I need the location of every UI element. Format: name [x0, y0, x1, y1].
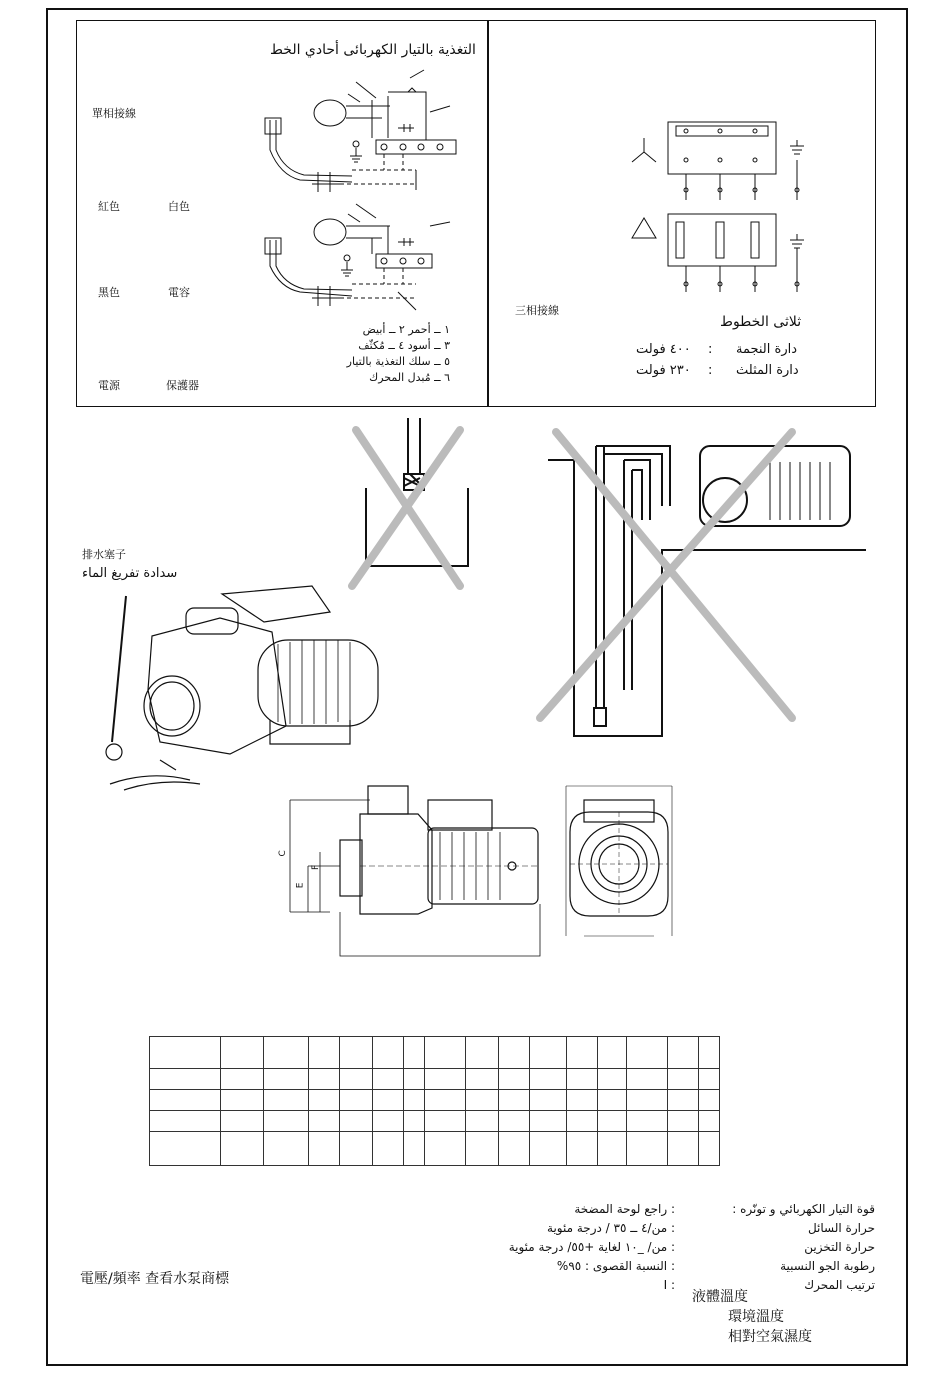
- spec-label-power: قوة التيار الكهربائي و تونّره :: [732, 1202, 875, 1216]
- legend-item: ٥ ــ سلك التغذية بالتيار: [346, 355, 450, 368]
- spec-cn-ambient-temp: 環境溫度: [728, 1309, 784, 1325]
- spec-label-liquid-temp: حرارة السائل: [807, 1221, 875, 1235]
- legend-item: ١ ــ أحمر ٢ ــ أبيض: [362, 323, 450, 336]
- spec-cn-voltage: 電壓/頻率 查看水泵商標: [80, 1271, 230, 1287]
- dim-label-e: E: [295, 882, 306, 889]
- spec-cn-liquid-temp: 液體溫度: [692, 1289, 748, 1305]
- spec-label-motor-class: ترتيب المحرك: [804, 1278, 875, 1292]
- spec-value-power: : راجع لوحة المضخة: [574, 1202, 675, 1216]
- spec-value-humidity: : النسبة القصوى : ٩٥%: [556, 1259, 675, 1273]
- dim-label-f: F: [311, 864, 322, 870]
- dim-label-c: C: [277, 850, 288, 857]
- three-phase-title-ar: ثلاثى الخطوط: [720, 314, 802, 330]
- single-phase-title-cn: 單相接線: [92, 107, 136, 120]
- delta-circuit-label: دارة المثلث: [736, 363, 799, 378]
- three-phase-title-cn: 三相接線: [515, 304, 559, 317]
- spec-values: [480, 1200, 675, 1295]
- spec-label-storage-temp: حرارة التخزين: [804, 1240, 875, 1254]
- star-circuit-label: دارة النجمة: [736, 342, 797, 357]
- spec-label-humidity: رطوبة الجو النسبية: [780, 1259, 875, 1273]
- label-red: 紅色: [98, 200, 120, 213]
- label-power: 電源: [98, 379, 120, 392]
- drain-plug-label-ar: سدادة تفريغ الماء: [82, 566, 178, 581]
- drain-plug-label-cn: 排水塞子: [82, 548, 126, 561]
- label-white: 白色: [168, 200, 190, 213]
- star-circuit-value: ٤٠٠ فولت: [636, 342, 691, 357]
- single-phase-diagram-1: [265, 70, 456, 192]
- spec-value-motor-class: : I: [663, 1278, 675, 1292]
- delta-circuit-value: ٢٣٠ فولت: [636, 363, 691, 378]
- spec-value-liquid-temp: : من/٤ ــ ٣٥ / درجة مئوية: [547, 1221, 675, 1235]
- legend-item: ٦ ــ مُبدل المحرك: [369, 371, 450, 384]
- spec-labels: [690, 1200, 875, 1295]
- wrong-install-well: [540, 432, 866, 736]
- spec-cn-humidity: 相對空氣濕度: [728, 1329, 812, 1345]
- single-phase-diagram-2: [265, 204, 450, 310]
- wrong-install-tank: [352, 418, 468, 586]
- single-phase-title-ar: التغذية بالتيار الكهربائى أحادي الخط: [270, 42, 476, 58]
- star-sep: :: [708, 342, 713, 357]
- legend-item: ٣ ــ أسود ٤ ــ مُكثّف: [358, 339, 450, 352]
- three-phase-star-diagram: [632, 122, 804, 200]
- label-protector: 保護器: [166, 379, 199, 392]
- spec-table: [149, 1036, 720, 1166]
- spec-value-storage-temp: : من/ _١٠ لغاية +٥٥/ درجة مئوية: [508, 1240, 675, 1254]
- dimension-drawing-side: [290, 786, 540, 956]
- pump-illustration: [106, 586, 378, 790]
- three-phase-delta-diagram: [632, 214, 804, 292]
- label-black: 黑色: [98, 286, 120, 299]
- dimension-drawing-front: [566, 786, 672, 936]
- label-capacitor: 電容: [168, 286, 190, 299]
- delta-sep: :: [708, 363, 713, 378]
